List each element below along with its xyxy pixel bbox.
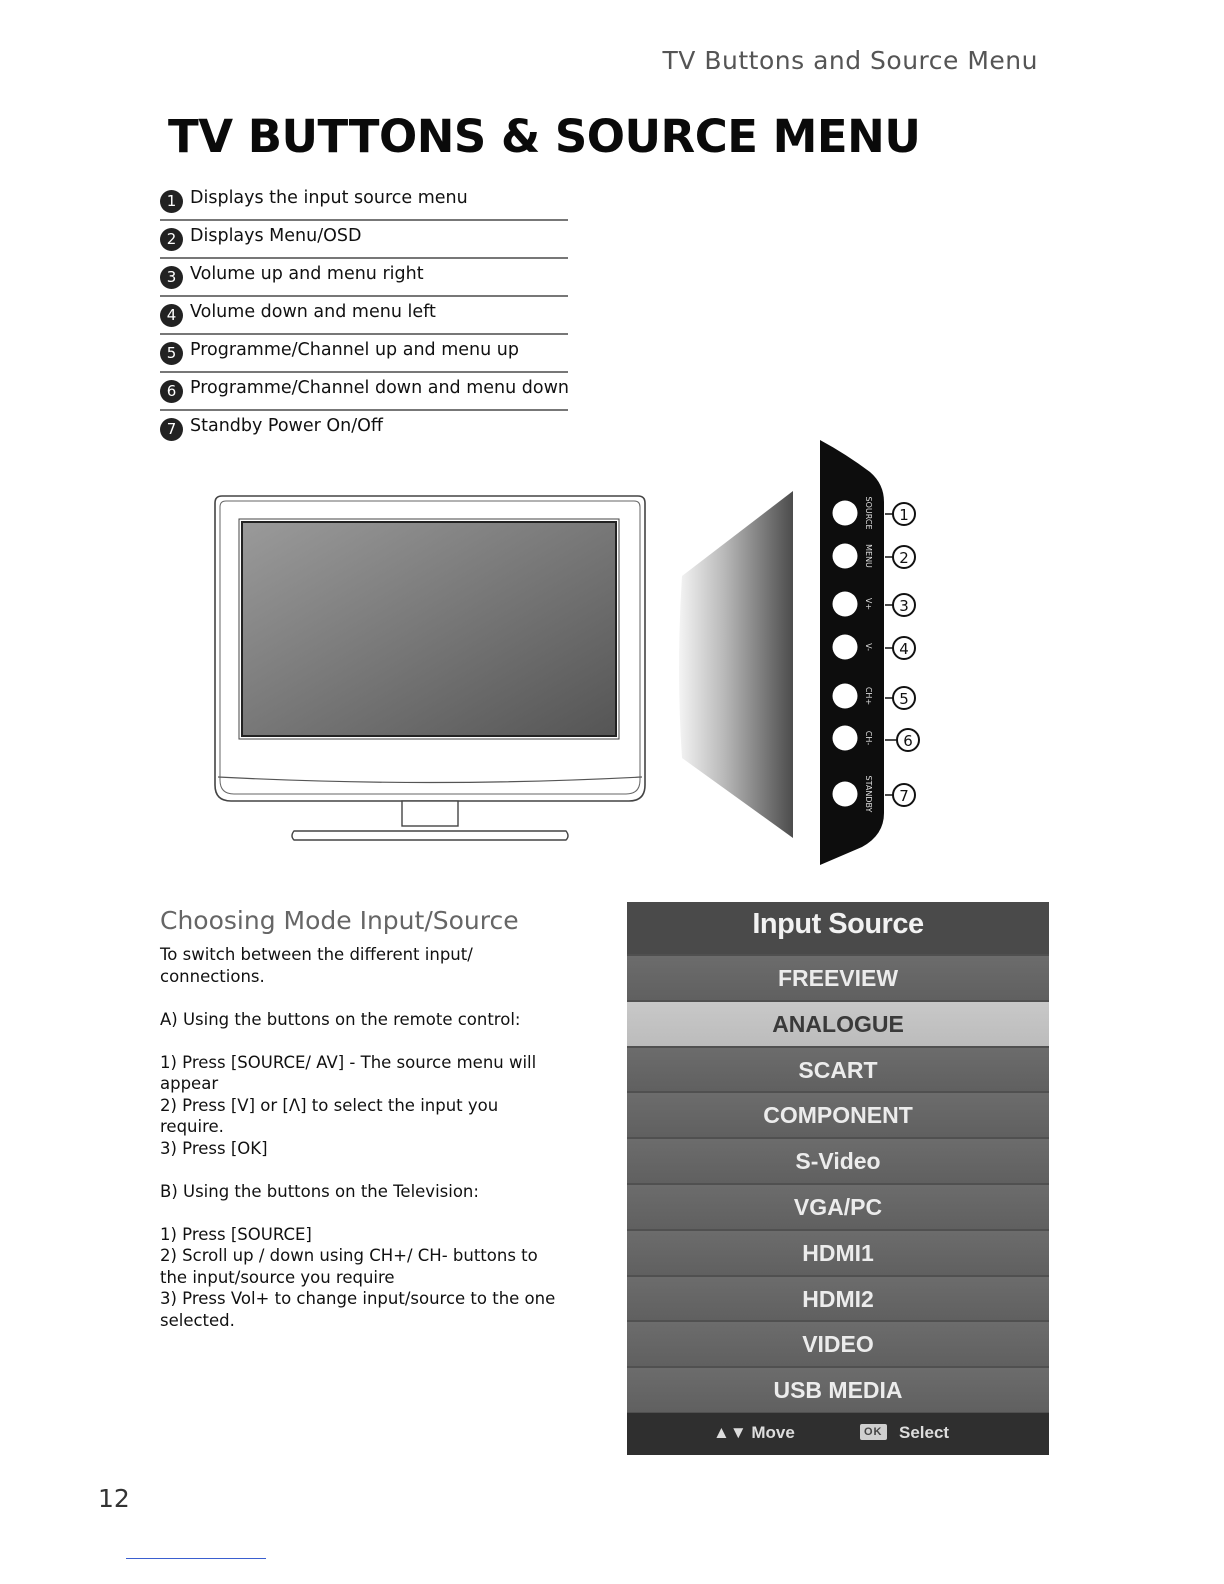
select-hint: Select bbox=[899, 1423, 950, 1442]
tv-front-illustration bbox=[215, 496, 645, 840]
source-item-s-video[interactable]: S-Video bbox=[627, 1139, 1049, 1183]
source-item-analogue[interactable]: ANALOGUE bbox=[627, 1002, 1049, 1046]
hardware-button-dot bbox=[833, 544, 858, 569]
source-item-vga-pc[interactable]: VGA/PC bbox=[627, 1185, 1049, 1229]
tv-stand-base bbox=[292, 831, 568, 840]
legend-item bbox=[160, 375, 568, 411]
source-item-hdmi2[interactable]: HDMI2 bbox=[627, 1277, 1049, 1321]
legend-text: Displays the input source menu bbox=[190, 188, 468, 208]
legend-text: Volume down and menu left bbox=[190, 302, 436, 322]
button-label: STANDBY bbox=[864, 775, 873, 813]
source-item-usb-media[interactable]: USB MEDIA bbox=[627, 1368, 1049, 1412]
legend-text: Volume up and menu right bbox=[190, 264, 424, 284]
source-item-component[interactable]: COMPONENT bbox=[627, 1093, 1049, 1137]
hardware-button-dot bbox=[833, 501, 858, 526]
button-label: CH- bbox=[864, 730, 873, 746]
legend-text: Programme/Channel down and menu down bbox=[190, 378, 570, 398]
source-item-hdmi1[interactable]: HDMI1 bbox=[627, 1231, 1049, 1275]
remote-steps bbox=[160, 1052, 560, 1160]
source-list bbox=[627, 956, 1049, 1412]
ok-key-icon: OK bbox=[860, 1424, 887, 1440]
button-legend bbox=[160, 185, 568, 449]
number-badge: 7 bbox=[160, 418, 183, 441]
hardware-button-dot bbox=[833, 782, 858, 807]
callout-number: 4 bbox=[899, 640, 909, 658]
input-source-osd bbox=[627, 902, 1049, 1455]
osd-title: Input Source bbox=[627, 902, 1049, 954]
callout-number: 3 bbox=[899, 597, 909, 615]
button-label: CH+ bbox=[864, 686, 873, 706]
source-item-scart[interactable]: SCART bbox=[627, 1048, 1049, 1092]
step: 2) Press [V] or [Λ] to select the input you require. bbox=[160, 1095, 499, 1136]
hardware-button-dot bbox=[833, 726, 858, 751]
tv-screen bbox=[242, 522, 616, 736]
tv-side-body bbox=[679, 491, 793, 838]
tv-side-illustration bbox=[679, 440, 919, 865]
source-item-video[interactable]: VIDEO bbox=[627, 1322, 1049, 1366]
legend-text: Programme/Channel up and menu up bbox=[190, 340, 519, 360]
callout-number: 1 bbox=[899, 506, 909, 524]
instructions bbox=[160, 944, 560, 1331]
tv-steps bbox=[160, 1224, 560, 1332]
hardware-button-dot bbox=[833, 684, 858, 709]
hardware-button-dot bbox=[833, 592, 858, 617]
osd-footer bbox=[627, 1413, 1049, 1455]
move-hint: ▲▼ Move bbox=[713, 1423, 795, 1442]
tv-diagram bbox=[0, 430, 1224, 870]
legend-text: Displays Menu/OSD bbox=[190, 226, 362, 246]
tv-heading: B) Using the buttons on the Television: bbox=[160, 1181, 479, 1201]
step: 3) Press Vol+ to change input/source to the one selected. bbox=[160, 1289, 556, 1330]
legend-item bbox=[160, 261, 568, 297]
number-badge: 2 bbox=[160, 228, 183, 251]
number-badge: 4 bbox=[160, 304, 183, 327]
button-label: V- bbox=[864, 643, 873, 651]
step: 3) Press [OK] bbox=[160, 1138, 268, 1158]
section-heading: Choosing Mode Input/Source bbox=[160, 906, 519, 935]
legend-text: Standby Power On/Off bbox=[190, 416, 383, 436]
button-label: MENU bbox=[864, 544, 873, 568]
running-header: TV Buttons and Source Menu bbox=[662, 46, 1038, 75]
callout-number: 7 bbox=[899, 787, 909, 805]
legend-item bbox=[160, 337, 568, 373]
step: 1) Press [SOURCE] bbox=[160, 1224, 312, 1244]
legend-item bbox=[160, 299, 568, 335]
footnote-rule bbox=[126, 1558, 266, 1559]
number-badge: 1 bbox=[160, 190, 183, 213]
callout-number: 6 bbox=[903, 732, 913, 750]
legend-item bbox=[160, 223, 568, 259]
number-badge: 3 bbox=[160, 266, 183, 289]
tv-stand-neck bbox=[402, 801, 458, 826]
callout-number: 2 bbox=[899, 549, 909, 567]
source-item-freeview[interactable]: FREEVIEW bbox=[627, 956, 1049, 1000]
panel-button bbox=[833, 544, 916, 569]
button-label: V+ bbox=[864, 597, 873, 611]
number-badge: 5 bbox=[160, 342, 183, 365]
panel-button bbox=[833, 496, 916, 529]
page-title: TV BUTTONS & SOURCE MENU bbox=[168, 110, 921, 163]
button-label: SOURCE bbox=[864, 496, 873, 530]
number-badge: 6 bbox=[160, 380, 183, 403]
step: 2) Scroll up / down using CH+/ CH- buttons to the input/source you require bbox=[160, 1246, 538, 1287]
intro-text: To switch between the different input/ connections. bbox=[160, 945, 473, 986]
page-number: 12 bbox=[98, 1484, 130, 1513]
callout-number: 5 bbox=[899, 690, 909, 708]
remote-heading: A) Using the buttons on the remote control: bbox=[160, 1009, 521, 1029]
legend-item bbox=[160, 185, 568, 221]
step: 1) Press [SOURCE/ AV] - The source menu will appear bbox=[160, 1052, 537, 1093]
hardware-button-dot bbox=[833, 635, 858, 660]
